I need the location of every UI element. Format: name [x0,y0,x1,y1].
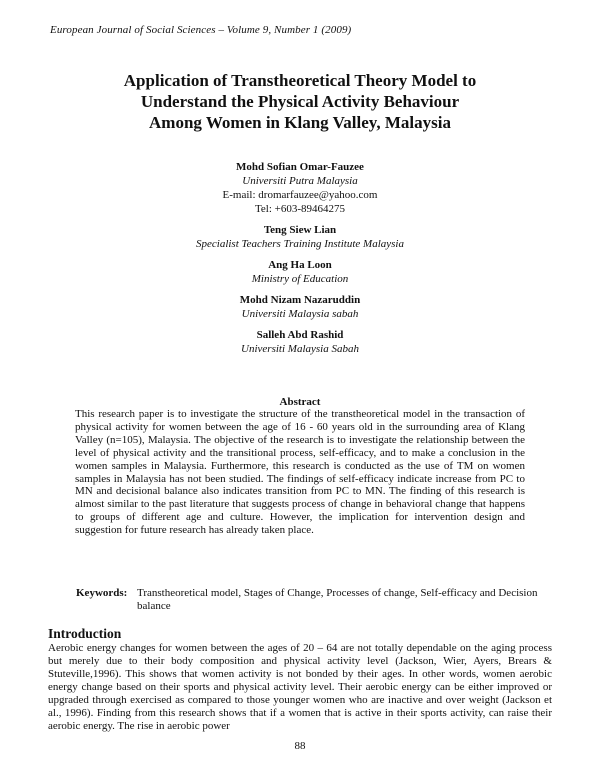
title-line: Application of Transtheoretical Theory Model to [123,71,477,90]
title-line: Understand the Physical Activity Behaviour [140,92,460,111]
author-name: Salleh Abd Rashid [256,329,344,341]
abstract-heading: Abstract [279,396,321,408]
author-block [100,328,500,356]
author-tel: Tel: +603-89464275 [254,203,346,215]
author-affiliation: Universiti Malaysia Sabah [241,343,359,355]
keywords-label: Keywords: [76,587,128,599]
author-name: Mohd Sofian Omar-Fauzee [236,161,364,173]
author-block [100,293,500,321]
author-affiliation: Universiti Putra Malaysia [242,175,358,187]
author-block [100,223,500,251]
author-name: Mohd Nizam Nazaruddin [239,294,361,306]
author-block [100,258,500,286]
page-number: 88 [294,740,306,752]
author-name: Ang Ha Loon [268,259,332,271]
journal-header: European Journal of Social Sciences – Volume 9, Number 1 (2009) [50,24,352,36]
author-affiliation: Specialist Teachers Training Institute Malaysia [196,238,404,250]
author-email[interactable]: E-mail: dromarfauzee@yahoo.com [222,189,378,201]
author-affiliation: Ministry of Education [251,273,349,285]
abstract-text: This research paper is to investigate the structure of the transtheoretical model in the transaction of physical activity for women between the age of 16 - 60 years old in the surrounding area of Klang Valley (n=105), Malaysia. The objective of the research is to investigate the relationship between the level of physical activity and the transitional process, self-efficacy, and to make a conclusion in the women samples in Malaysia. Furthermore, this research is conducted as the use of TM on women samples in Malaysia has not been studied. The findings of self-efficacy indicate increase from PC to MN and decisional balance also indicates transition from PC to MN. The finding of this research is almost similar to the past literature that suggests process of change in behavioral change that happens to groups of different age and culture. However, the implication for intervention design and suggestion for future research has already taken place. [75,408,525,537]
paper-title [60,70,540,133]
keywords-text: Transtheoretical model, Stages of Change, Processes of change, Self-efficacy and Decision balance [137,587,538,612]
introduction-text: Aerobic energy changes for women between the ages of 20 – 64 are not totally dependable on the aging process but merely due to their body composition and physical activity level (Jackson, Wier, Ayers, Brears & Stuteville,1996). This shows that women activity is not bonded by their ages. In other words, women aerobic energy change based on their sports and physical activity level. Their aerobic energy can be either improved or upgraded through exercised as compared to those younger women who are inactive and over weight (Jackson et al., 1996). Finding from this research shows that if a women that is active in their sports activity, can raise their aerobic energy. The rise in aerobic power [48,642,552,732]
author-name: Teng Siew Lian [263,224,337,236]
title-line: Among Women in Klang Valley, Malaysia [149,113,451,132]
author-block [100,160,500,216]
introduction-heading: Introduction [48,626,122,641]
author-affiliation: Universiti Malaysia sabah [241,308,359,320]
author-list [100,160,500,363]
